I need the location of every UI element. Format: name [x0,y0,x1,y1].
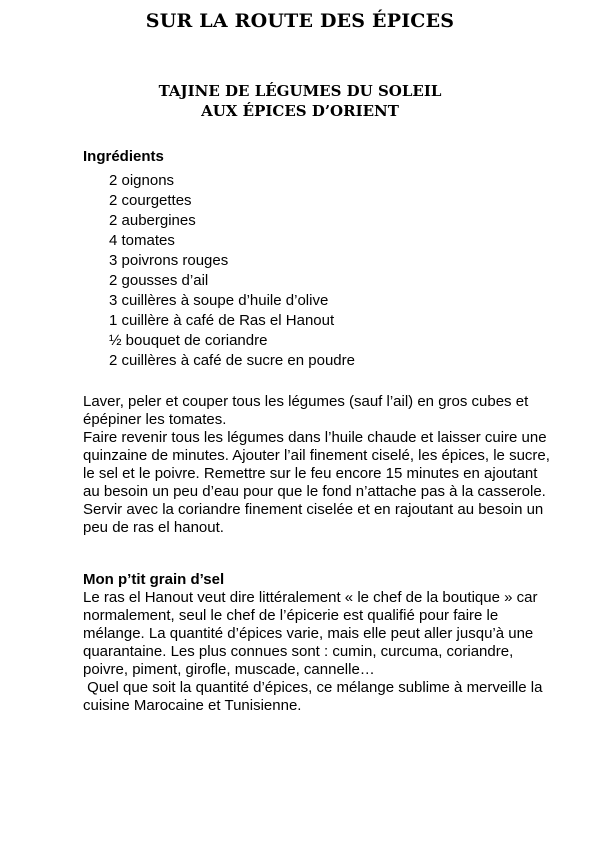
recipe-title-line-2: AUX ÉPICES D’ORIENT [201,102,399,120]
recipe-title [0,81,600,121]
ingredient-item: 3 poivrons rouges [109,252,229,269]
ingredient-item: 2 oignons [109,172,175,189]
ingredient-item: ½ bouquet de coriandre [109,332,268,349]
ingredients-heading: Ingrédients [83,148,164,165]
ingredient-item: 2 aubergines [109,212,196,229]
tip-paragraph: Le ras el Hanout veut dire littéralement « le chef de la boutique » car normalement, seul le chef de l’épicerie est qualifié pour faire le mélange. La quantité d’épices varie, mais elle peut aller jusqu’à une quarantaine. Les plus connues sont : cumin, curcuma, coriandre, poivre, piment, girofle, muscade, cannelle… [83,589,538,678]
ingredient-item: 4 tomates [109,232,175,249]
ingredient-item: 2 courgettes [109,192,192,209]
instruction-paragraph: Faire revenir tous les légumes dans l’huile chaude et laisser cuire une quinzaine de minutes. Ajouter l’ail finement ciselé, les épices, le sucre, le sel et le poivre. Remettre sur le feu encore 15 minutes en ajoutant au besoin un peu d’eau pour que le fond n’attache pas à la casserole. [83,429,550,500]
ingredients-list [109,171,355,371]
instruction-paragraph: Servir avec la coriandre finement ciselée et en rajoutant au besoin un peu de ras el hanout. [83,501,544,536]
ingredient-item: 2 gousses d’ail [109,272,209,289]
tip-heading: Mon p’tit grain d’sel [83,571,225,588]
ingredient-item: 1 cuillère à café de Ras el Hanout [109,312,335,329]
tip-paragraph: Quel que soit la quantité d’épices, ce mélange sublime à merveille la cuisine Marocaine et Tunisienne. [83,679,547,714]
recipe-title-line-1: TAJINE DE LÉGUMES DU SOLEIL [158,82,442,100]
instructions [83,393,553,537]
main-title: SUR LA ROUTE DES ÉPICES [145,10,455,32]
tip-text [83,589,553,715]
ingredient-item: 3 cuillères à soupe d’huile d’olive [109,292,329,309]
instruction-paragraph: Laver, peler et couper tous les légumes (sauf l’ail) en gros cubes et épépiner les tomates. [83,393,529,428]
ingredient-item: 2 cuillères à café de sucre en poudre [109,352,355,369]
